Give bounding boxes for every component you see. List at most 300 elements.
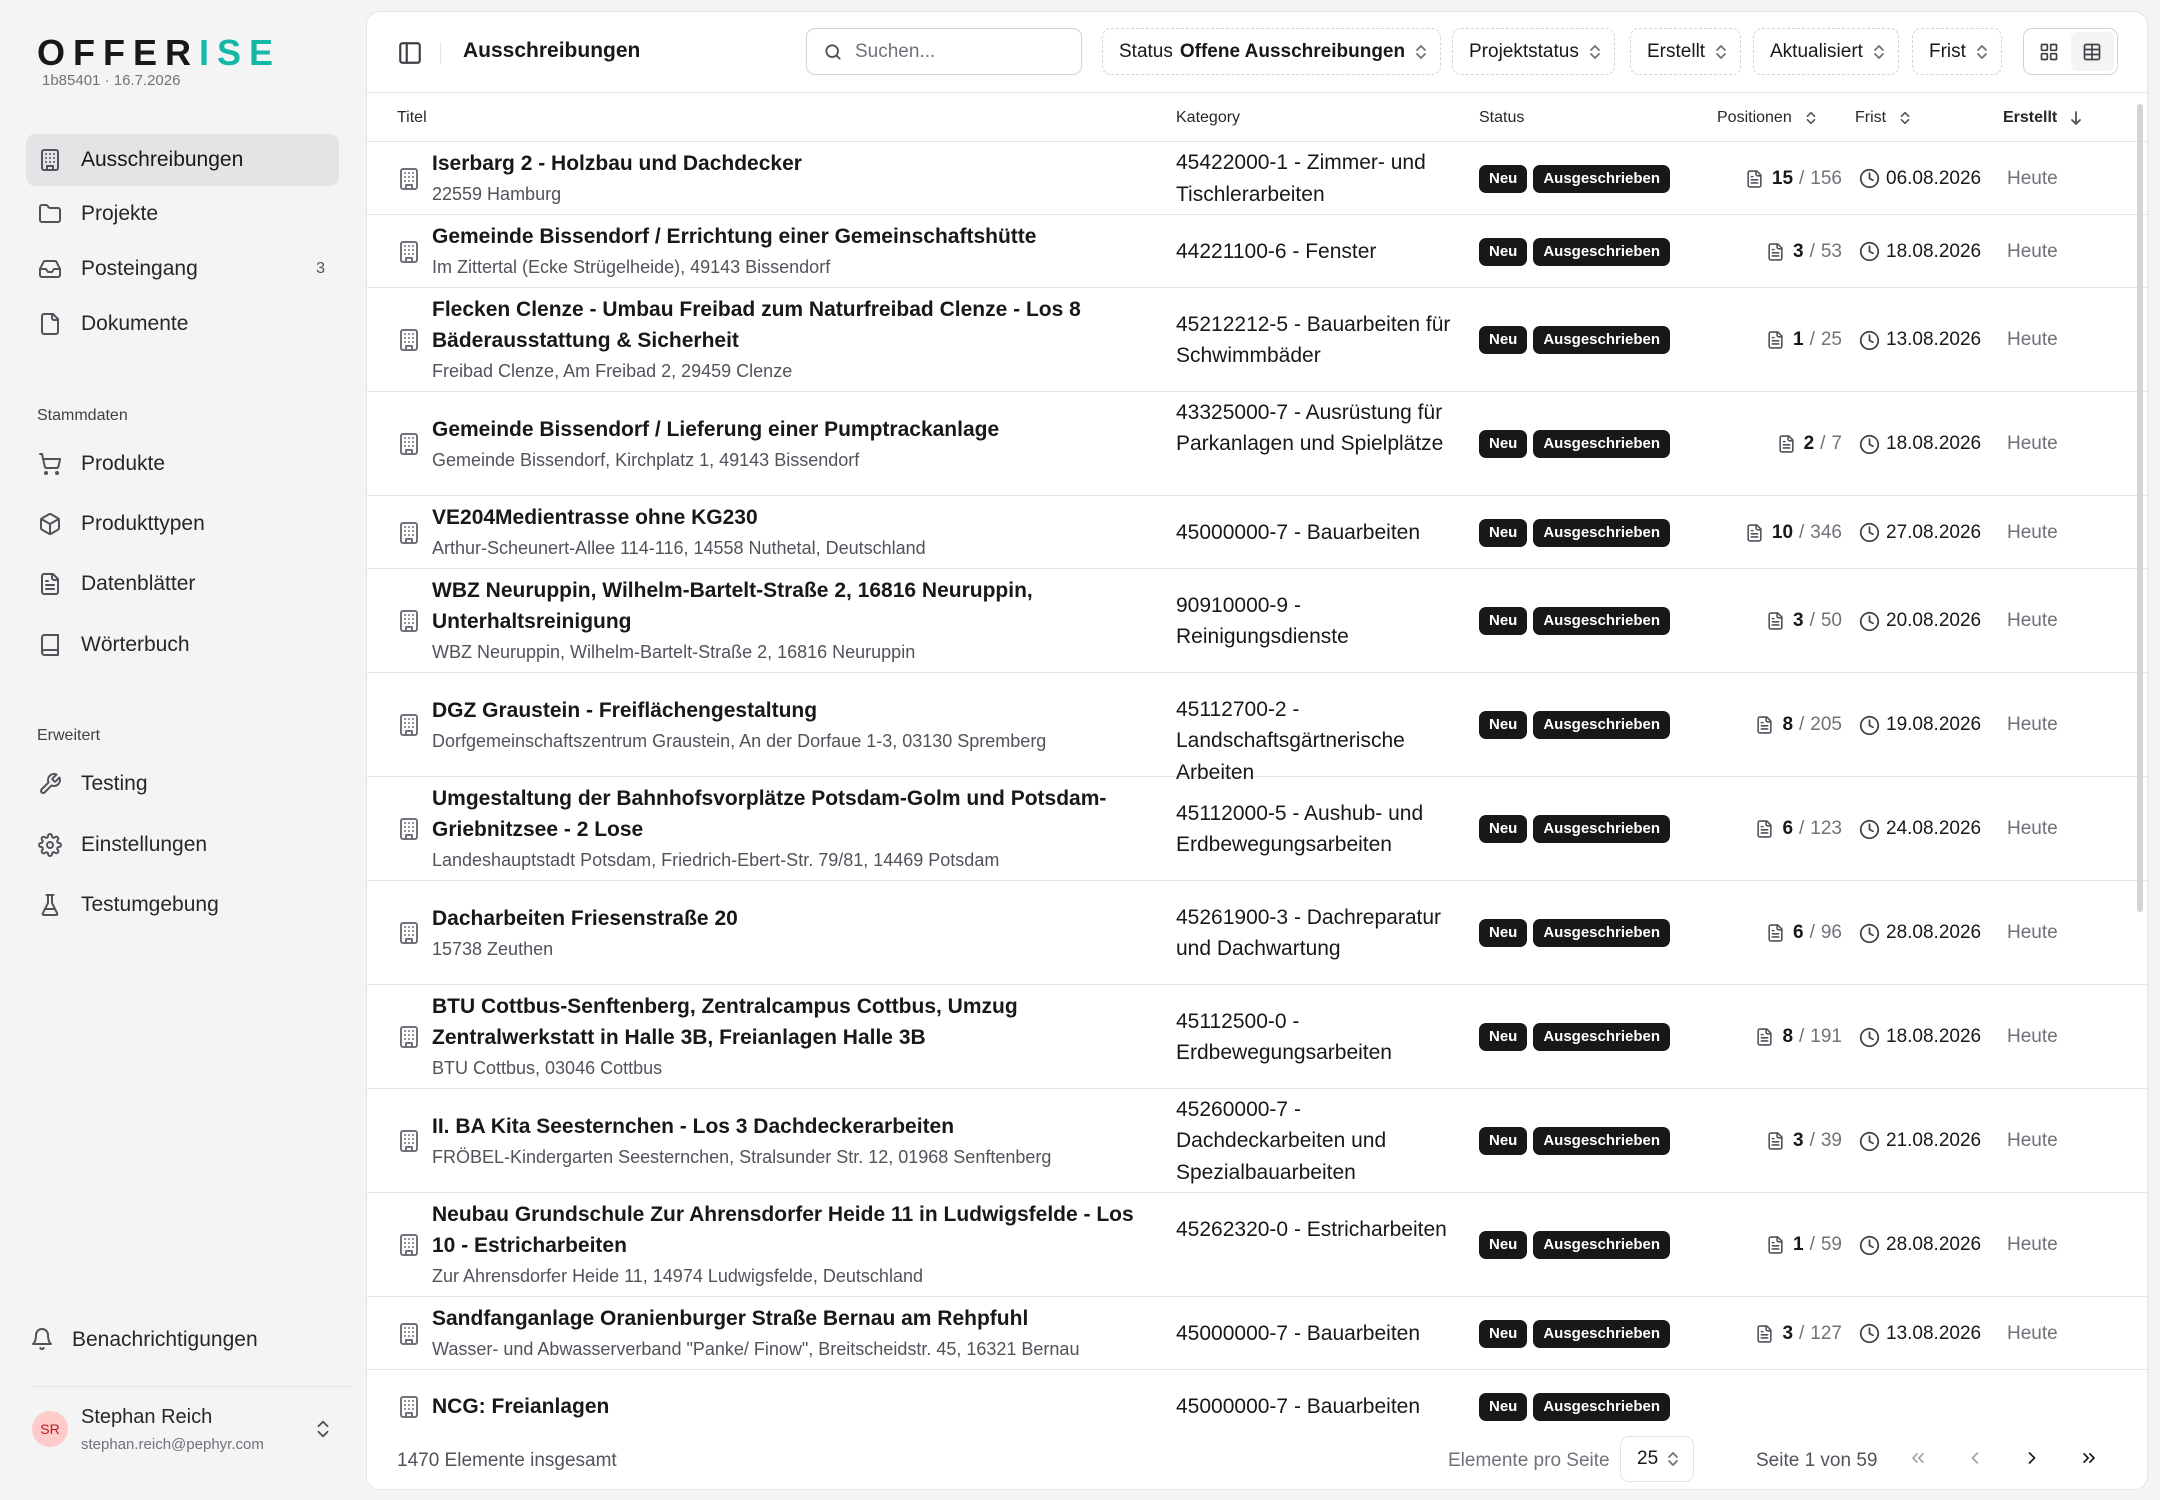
clock-icon [1859,330,1880,351]
folder-icon [36,200,64,228]
file-text-icon [1745,169,1764,189]
row-location: 22559 Hamburg [432,184,562,204]
per-page-value: 25 [1637,1448,1659,1469]
table-header [367,93,2147,142]
filter-projektstatus[interactable] [1452,28,1615,75]
building-icon [397,921,421,945]
positions-separator: / [1809,1130,1815,1151]
building-icon [397,1322,421,1346]
table-icon [2082,42,2102,62]
filter-status[interactable] [1102,28,1441,75]
filter-erstellt[interactable] [1630,28,1741,75]
positions-total: 191 [1810,1026,1842,1047]
row-location: Dorfgemeinschaftszentrum Graustein, An der Dorfaue 1-3, 03130 Spremberg [432,730,1047,751]
positions-count [1766,241,1842,263]
title-cell[interactable] [432,221,1152,282]
positions-count [1755,1026,1842,1048]
title-cell[interactable] [432,1111,1152,1172]
positions-total: 346 [1810,521,1842,543]
title-cell[interactable] [432,1303,1152,1364]
table-row[interactable] [367,288,2147,392]
created-cell: Heute [2007,818,2058,839]
status-badges [1479,607,1670,635]
grid-view-button[interactable] [2027,32,2071,71]
book-icon [36,631,64,659]
title-cell[interactable] [432,1391,1152,1422]
row-title[interactable]: VE204Medientrasse ohne KG230 [432,506,758,529]
created-cell: Heute [2007,610,2058,631]
positions-separator: / [1799,1026,1805,1047]
positions-total: 123 [1810,818,1842,839]
status-badges [1479,1320,1670,1348]
column-header-kategory[interactable]: Kategory [1176,109,1241,126]
clock-icon [1859,1235,1880,1256]
chevrons-up-down-icon [1714,43,1728,61]
status-badges [1479,1231,1670,1259]
category-cell: 45112700-2 - Landschaftsgärtnerische Arbeiten [1176,697,1405,784]
row-title[interactable]: Iserbarg 2 - Holzbau und Dachdecker [432,152,802,175]
previous-page-button[interactable] [1956,1439,1994,1477]
status-badge: Ausgeschrieben [1533,607,1670,635]
clock-icon [1859,434,1880,455]
clock-icon [1859,1131,1880,1152]
deadline-cell [1859,714,1981,736]
status-badges [1479,1127,1670,1155]
positions-separator: / [1799,1322,1805,1344]
chevrons-up-down-icon [1414,43,1428,61]
app-version: 1b85401 · 16.7.2026 [42,72,181,89]
sort-icon [1898,110,1912,126]
file-text-icon [1766,1235,1785,1255]
arrow-down-icon [2069,110,2083,126]
table-row[interactable] [367,142,2147,215]
table-row[interactable] [367,1193,2147,1297]
positions-separator: / [1809,329,1815,350]
clock-icon [1859,1027,1880,1048]
positions-done: 3 [1793,1130,1804,1151]
file-text-icon [1766,242,1785,262]
status-badge: Ausgeschrieben [1533,430,1670,458]
row-title[interactable]: II. BA Kita Seesternchen - Los 3 Dachdeckerarbeiten [432,1114,955,1138]
status-badge: Ausgeschrieben [1533,711,1670,739]
notifications-button[interactable] [30,1320,258,1360]
status-badges [1479,519,1670,547]
status-badge: Ausgeschrieben [1533,326,1670,354]
search-input[interactable] [855,41,1055,63]
created-cell: Heute [2007,167,2058,189]
row-title[interactable]: Sandfanganlage Oranienburger Straße Bernau am Rehpfuhl [432,1307,1029,1330]
sidebar-item-woerterbuch[interactable] [26,619,339,671]
inbox-count-badge: 3 [316,260,325,277]
filter-label: Projektstatus [1469,40,1579,62]
deadline-cell [1859,818,1981,840]
sidebar-item-projekte[interactable] [26,188,339,240]
deadline-cell [1859,610,1981,632]
chevron-left-icon [1965,1448,1985,1468]
row-title[interactable]: Flecken Clenze - Umbau Freibad zum Naturfreibad Clenze - Los 8 Bäderausstattung & Sicherheit [432,298,1081,352]
category-cell: 45112000-5 - Aushub- und Erdbewegungsarbeiten [1176,801,1424,856]
title-cell[interactable] [432,695,1152,756]
created-cell: Heute [2007,1322,2058,1344]
positions-count [1755,714,1842,736]
chevrons-up-down-icon [1975,43,1989,61]
row-title[interactable]: Umgestaltung der Bahnhofsvorplätze Potsdam-Golm und Potsdam-Griebnitzsee - 2 Lose [432,787,1107,841]
wrench-icon [36,770,64,798]
status-badge: Neu [1479,1393,1527,1421]
clock-icon [1859,819,1880,840]
file-text-icon [1755,1027,1774,1047]
chevrons-up-down-icon [1872,43,1886,61]
positions-count [1745,522,1842,544]
view-toggle [2023,28,2118,75]
row-title[interactable]: BTU Cottbus-Senftenberg, Zentralcampus Cottbus, Umzug Zentralwerkstatt in Halle 3B, Freianlagen Halle 3B [432,995,1018,1049]
row-location: Landeshauptstadt Potsdam, Friedrich-Ebert-Str. 79/81, 14469 Potsdam [432,850,1000,870]
search-field[interactable] [806,28,1082,75]
positions-total: 39 [1820,1130,1842,1151]
row-title[interactable]: DGZ Graustein - Freiflächengestaltung [432,698,818,722]
title-cell[interactable] [432,575,1152,667]
positions-count [1766,922,1842,944]
positions-separator: / [1799,521,1805,543]
file-text-icon [1777,434,1796,454]
status-badge: Neu [1479,238,1527,266]
app-logo[interactable]: OFFERISE [37,32,282,73]
positions-total: 25 [1820,329,1842,350]
chevrons-up-down-icon [1588,43,1602,61]
row-location: WBZ Neuruppin, Wilhelm-Bartelt-Straße 2, 16816 Neuruppin [432,642,916,662]
sidebar-item-label: Posteingang [81,257,198,280]
column-header-frist[interactable]: Frist [1855,109,1912,127]
row-location: Arthur-Scheunert-Allee 114-116, 14558 Nuthetal, Deutschland [432,538,926,558]
status-badge: Neu [1479,326,1527,354]
sidebar-item-datenblaetter[interactable] [26,558,339,610]
status-badge: Ausgeschrieben [1533,1320,1670,1348]
sidebar-item-testumgebung[interactable] [26,879,339,931]
deadline-cell [1859,1130,1981,1152]
created-cell: Heute [2007,922,2058,943]
scrollbar[interactable] [2137,104,2143,912]
inbox-icon [36,255,64,283]
column-header-erstellt[interactable]: Erstellt [2003,109,2083,127]
sidebar-toggle-icon[interactable] [397,40,423,66]
sidebar-item-label: Wörterbuch [81,633,190,656]
table-body [367,142,2147,1425]
per-page-select[interactable] [1620,1436,1694,1482]
sidebar-item-dokumente[interactable] [26,298,339,350]
status-badge: Ausgeschrieben [1533,1127,1670,1155]
category-cell: 45262320-0 - Estricharbeiten [1176,1217,1447,1241]
status-badges [1479,430,1670,458]
positions-count [1755,818,1842,840]
status-badge: Ausgeschrieben [1533,519,1670,547]
deadline-date: 13.08.2026 [1886,1322,1982,1344]
status-badge: Neu [1479,607,1527,635]
positions-done: 6 [1793,922,1804,943]
building-icon [397,328,421,352]
chevron-right-icon [2022,1448,2042,1468]
positions-total: 205 [1810,714,1842,735]
last-page-button[interactable] [2070,1439,2108,1477]
search-icon [823,42,843,62]
deadline-date: 24.08.2026 [1886,818,1982,839]
filter-status-label: Status [1119,40,1173,62]
building-icon [397,1129,421,1153]
category-cell: 45212212-5 - Bauarbeiten für Schwimmbäder [1176,312,1451,367]
deadline-cell [1859,433,1981,455]
category-cell: 45000000-7 - Bauarbeiten [1176,1394,1421,1418]
deadline-date: 20.08.2026 [1886,610,1982,631]
positions-total: 59 [1820,1234,1842,1255]
positions-count [1766,610,1842,632]
positions-count [1777,433,1842,455]
sidebar-item-label: Einstellungen [81,833,208,856]
status-badges [1479,919,1670,947]
title-cell[interactable] [432,294,1152,386]
positions-total: 53 [1820,240,1842,262]
category-cell: 45261900-3 - Dachreparatur und Dachwartung [1176,905,1442,960]
gear-icon [36,831,64,859]
file-text-icon [36,570,64,598]
building-icon [36,146,64,174]
table-row[interactable] [367,496,2147,569]
cart-icon [36,450,64,478]
first-page-button[interactable] [1899,1439,1937,1477]
column-header-titel[interactable]: Titel [397,109,427,126]
filter-status-value: Offene Ausschreibungen [1179,40,1406,62]
user-name[interactable]: Stephan Reich [81,1406,213,1428]
positions-count [1766,1130,1842,1152]
table-row[interactable] [367,881,2147,985]
sidebar-item-posteingang[interactable] [26,243,339,295]
status-badge: Neu [1479,1231,1527,1259]
sidebar-item-label: Produkttypen [81,512,205,535]
user-email: stephan.reich@pephyr.com [81,1436,264,1453]
category-cell: 45000000-7 - Bauarbeiten [1176,520,1421,544]
deadline-cell [1859,1026,1981,1048]
sidebar-item-produkte[interactable] [26,438,339,490]
building-icon [397,713,421,737]
row-location: Freibad Clenze, Am Freibad 2, 29459 Clenze [432,361,793,381]
status-badge: Neu [1479,919,1527,947]
sidebar-item-label: Datenblätter [81,572,196,595]
title-cell[interactable] [432,903,1152,964]
status-badge: Ausgeschrieben [1533,165,1670,193]
positions-separator: / [1809,1234,1815,1255]
section-heading-stammdaten: Stammdaten [37,407,128,424]
notifications-label: Benachrichtigungen [72,1328,258,1351]
filter-label: Aktualisiert [1770,40,1863,62]
row-title[interactable]: Neubau Grundschule Zur Ahrensdorfer Heide 11 in Ludwigsfelde - Los 10 - Estricharbeiten [432,1203,1134,1257]
page-info: Seite 1 von 59 [1756,1450,1878,1471]
positions-done: 3 [1793,610,1804,631]
title-cell[interactable] [432,414,1152,475]
positions-separator: / [1809,610,1815,631]
chevrons-up-down-icon[interactable] [312,1416,334,1442]
deadline-date: 19.08.2026 [1886,714,1982,735]
building-icon [397,432,421,456]
grid-icon [2039,42,2059,62]
row-location: Zur Ahrensdorfer Heide 11, 14974 Ludwigsfelde, Deutschland [432,1266,923,1286]
category-cell: 45422000-1 - Zimmer- und Tischlerarbeiten [1176,151,1426,206]
row-title[interactable]: Gemeinde Bissendorf / Errichtung einer Gemeinschaftshütte [432,225,1037,248]
positions-count [1766,1234,1842,1256]
table-view-button[interactable] [2071,32,2115,71]
sidebar-item-label: Projekte [81,202,159,225]
clock-icon [1859,168,1880,189]
positions-separator: / [1799,818,1805,839]
positions-done: 6 [1782,818,1794,839]
sidebar-item-label: Ausschreibungen [81,148,244,171]
status-badge: Neu [1479,815,1527,843]
sidebar-item-label: Testing [81,772,148,795]
status-badge: Neu [1479,519,1527,547]
status-badge: Ausgeschrieben [1533,1393,1670,1421]
filter-label: Erstellt [1647,40,1706,62]
row-title[interactable]: Dacharbeiten Friesenstraße 20 [432,906,738,930]
clock-icon [1859,611,1880,632]
file-text-icon [1766,330,1785,350]
table-row[interactable] [367,569,2147,673]
divider [30,1386,354,1387]
created-cell: Heute [2007,433,2058,454]
table-row[interactable] [367,985,2147,1089]
clock-icon [1859,241,1880,262]
table-row[interactable] [367,1297,2147,1370]
category-cell: 45260000-7 - Dachdeckarbeiten und Spezialbauarbeiten [1176,1097,1387,1184]
flask-icon [36,891,64,919]
table-row[interactable] [367,673,2147,784]
column-header-status[interactable]: Status [1479,109,1525,126]
created-cell: Heute [2007,1026,2058,1047]
row-location: BTU Cottbus, 03046 Cottbus [432,1058,663,1078]
status-badges [1479,815,1670,843]
total-count: 1470 Elemente insgesamt [397,1450,617,1471]
next-page-button[interactable] [2013,1439,2051,1477]
positions-done: 8 [1782,1026,1794,1047]
positions-count [1755,1323,1842,1345]
table-row[interactable] [367,777,2147,881]
filter-aktualisiert[interactable] [1753,28,1899,75]
status-badge: Ausgeschrieben [1533,1023,1670,1051]
deadline-date: 21.08.2026 [1886,1130,1982,1151]
table-row[interactable] [367,392,2147,496]
row-location: 15738 Zeuthen [432,938,554,959]
status-badges [1479,238,1670,266]
row-title[interactable]: Gemeinde Bissendorf / Lieferung einer Pumptrackanlage [432,417,1000,441]
building-icon [397,817,421,841]
row-location: Im Zittertal (Ecke Strügelheide), 49143 Bissendorf [432,257,831,277]
positions-done: 10 [1771,521,1794,543]
positions-separator: / [1799,167,1805,189]
row-title[interactable]: NCG: Freianlagen [432,1395,610,1418]
row-location: Wasser- und Abwasserverband "Panke/ Finow", Breitscheidstr. 45, 16321 Bernau [432,1339,1080,1359]
status-badge: Neu [1479,1320,1527,1348]
positions-done: 1 [1793,329,1804,350]
sidebar-item-produkttypen[interactable] [26,498,339,550]
filter-label: Frist [1929,40,1966,62]
positions-done: 1 [1793,1234,1804,1255]
sidebar-item-label: Testumgebung [81,893,219,916]
positions-total: 127 [1810,1322,1842,1344]
toolbar [367,12,2147,93]
positions-count [1766,329,1842,351]
building-icon [397,240,421,264]
status-badge: Ausgeschrieben [1533,238,1670,266]
filter-frist[interactable] [1912,28,2002,75]
deadline-date: 18.08.2026 [1886,1026,1982,1047]
title-cell[interactable] [432,1199,1152,1291]
file-text-icon [1766,611,1785,631]
positions-total: 156 [1810,167,1842,189]
row-location: Gemeinde Bissendorf, Kirchplatz 1, 49143 Bissendorf [432,449,860,470]
created-cell: Heute [2007,329,2058,350]
page-title: Ausschreibungen [463,39,641,62]
deadline-date: 13.08.2026 [1886,329,1982,350]
status-badges [1479,1393,1670,1421]
created-cell: Heute [2007,1130,2058,1151]
status-badge: Neu [1479,1023,1527,1051]
section-heading-erweitert: Erweitert [37,727,101,744]
sidebar-item-ausschreibungen[interactable] [26,134,339,186]
status-badge: Neu [1479,165,1527,193]
sidebar-item-einstellungen[interactable] [26,819,339,871]
avatar[interactable]: SR [32,1411,68,1447]
file-text-icon [1755,1324,1774,1344]
deadline-cell [1859,922,1981,944]
chevrons-right-icon [2079,1448,2099,1468]
table-row[interactable] [367,1370,2147,1425]
row-title[interactable]: WBZ Neuruppin, Wilhelm-Bartelt-Straße 2, 16816 Neuruppin, Unterhaltsreinigung [432,579,1033,633]
file-text-icon [1766,923,1785,943]
positions-done: 3 [1793,240,1804,262]
clock-icon [1859,715,1880,736]
file-text-icon [1745,523,1764,543]
title-cell[interactable] [432,783,1152,875]
title-cell[interactable] [432,991,1152,1083]
created-cell: Heute [2007,714,2058,735]
file-text-icon [1755,715,1774,735]
main-panel [366,11,2148,1490]
chevrons-left-icon [1908,1448,1928,1468]
deadline-date: 18.08.2026 [1886,433,1982,454]
title-cell[interactable] [432,148,1152,209]
positions-total: 50 [1820,610,1842,631]
sidebar-item-testing[interactable] [26,758,339,810]
deadline-date: 18.08.2026 [1886,240,1982,262]
sidebar-item-label: Dokumente [81,312,189,335]
deadline-cell [1859,522,1981,544]
status-badge: Neu [1479,430,1527,458]
category-cell: 90910000-9 - Reinigungsdienste [1176,593,1349,648]
status-badges [1479,165,1670,193]
table-row[interactable] [367,215,2147,288]
status-badges [1479,711,1670,739]
building-icon [397,521,421,545]
title-cell[interactable] [432,502,1152,563]
clock-icon [1859,1323,1880,1344]
positions-separator: / [1809,240,1815,262]
deadline-cell [1859,241,1981,263]
file-text-icon [1755,819,1774,839]
deadline-cell [1859,1323,1981,1345]
column-header-positionen[interactable]: Positionen [1717,109,1818,127]
deadline-date: 27.08.2026 [1886,521,1982,543]
positions-separator: / [1820,433,1826,454]
table-row[interactable] [367,1089,2147,1193]
bell-icon [30,1327,56,1353]
sort-icon [1804,110,1818,126]
sidebar [0,0,364,1500]
